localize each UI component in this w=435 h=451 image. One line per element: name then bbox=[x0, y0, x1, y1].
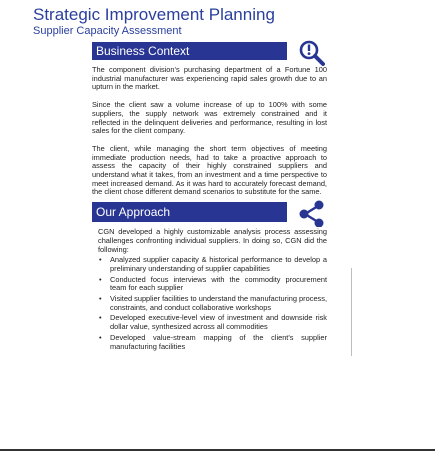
vertical-divider bbox=[351, 268, 352, 356]
list-item: • Visited supplier facilities to understand the manufacturing process, constraints, and conduct collaborative workshops bbox=[99, 294, 327, 312]
list-item: • Conducted focus interviews with the commodity procurement team for each supplier bbox=[99, 274, 327, 293]
share-network-icon bbox=[297, 199, 327, 227]
context-paragraph-2: Since the client saw a volume increase of up to 100% with some suppliers, the supply network was extremely constrained and it reflected in the delinquent deliveries and performance, resulting in lost sales for the client company. bbox=[92, 100, 327, 136]
list-item: • Developed executive-level view of investment and downside risk dollar value, synthesized across all commodities bbox=[99, 313, 327, 332]
business-context-header bbox=[92, 42, 287, 60]
context-paragraph-3: The client, while managing the short term objectives of meeting immediate production needs, had to take a proactive approach to assess the capacity of their highly constrained suppliers and understand what it takes, from an investment and a time perspective to meet increased demand. As it was hard to accurately forecast demand, the client chose different demand scenarios to substitute for the same. bbox=[92, 143, 327, 197]
page-subtitle: Supplier Capacity Assessment bbox=[33, 25, 182, 37]
list-item: • Analyzed supplier capacity & historical performance to develop a preliminary understanding of supplier capabilities bbox=[99, 255, 327, 273]
our-approach-heading: Our Approach bbox=[96, 205, 171, 220]
context-paragraph-1: The component division's purchasing department of a Fortune 100 industrial manufacturer was experiencing rapid sales growth due to an upturn in the market. bbox=[92, 65, 327, 92]
bullet-glyph: • bbox=[99, 313, 102, 323]
list-item: • Developed value-stream mapping of the client's supplier manufacturing facilities bbox=[99, 332, 327, 351]
business-context-heading: Business Context bbox=[96, 44, 190, 58]
main-content bbox=[92, 42, 327, 353]
our-approach-header bbox=[92, 202, 287, 222]
bullet-glyph: • bbox=[99, 255, 102, 265]
page-title: Strategic Improvement Planning bbox=[33, 5, 275, 24]
approach-bullet-list bbox=[98, 256, 327, 351]
bullet-glyph: • bbox=[99, 294, 102, 304]
magnifier-exclamation-icon bbox=[297, 39, 327, 67]
bullet-glyph: • bbox=[99, 274, 102, 284]
approach-intro: CGN developed a highly customizable analysis process assessing challenges confronting individual suppliers. In doing so, CGN did the following: bbox=[98, 227, 327, 254]
our-approach-body bbox=[92, 228, 327, 351]
business-context-body bbox=[92, 66, 327, 197]
bullet-glyph: • bbox=[99, 332, 102, 342]
